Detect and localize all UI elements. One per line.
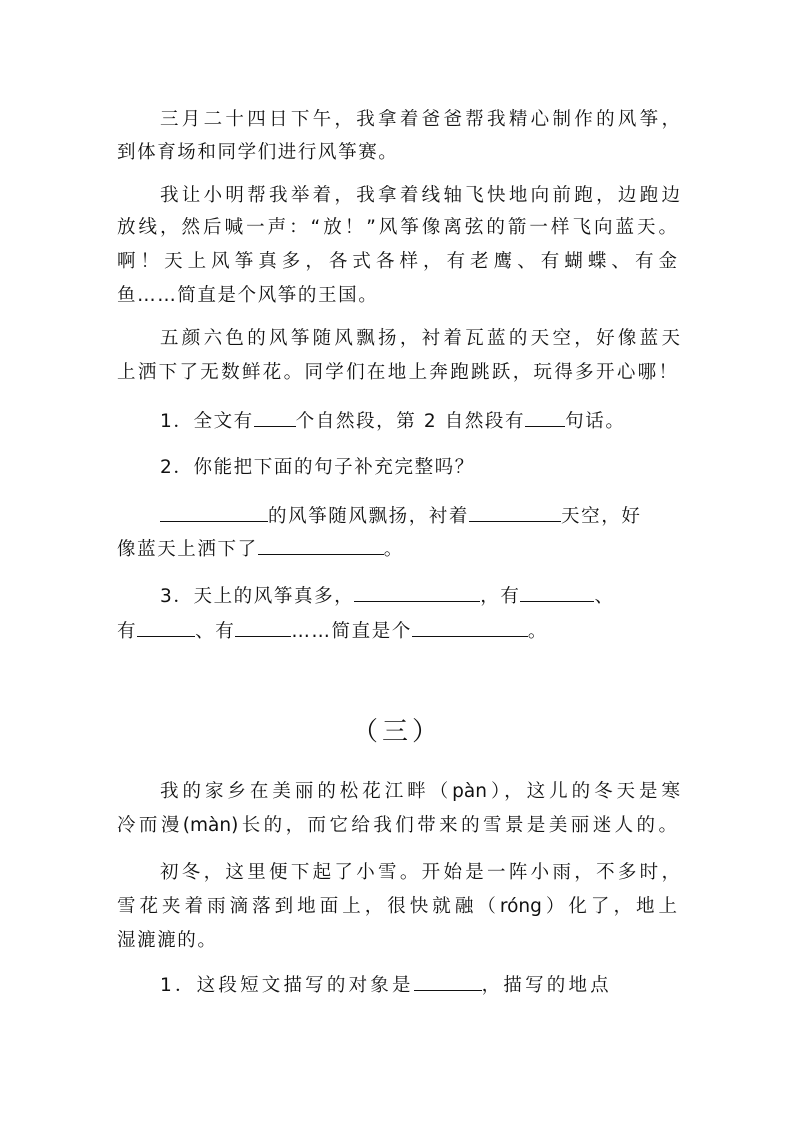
paragraph-line: 到体育场和同学们进行风筝赛。 bbox=[117, 142, 399, 163]
question-text: 、有 bbox=[195, 621, 236, 642]
answer-blank[interactable] bbox=[525, 408, 565, 427]
question-2-title: 2．你能把下面的句子补充完整吗？ bbox=[160, 457, 475, 478]
question-text: 1．这段短文描写的对象是 bbox=[160, 975, 414, 996]
answer-blank[interactable] bbox=[414, 972, 482, 991]
paragraph-line: 三月二十四日下午，我拿着爸爸帮我精心制作的风筝， bbox=[160, 109, 680, 130]
question-text: 、 bbox=[594, 586, 615, 607]
paragraph-line: 放线，然后喊一声：“放！”风筝像离弦的箭一样飞向蓝天。 bbox=[117, 217, 677, 238]
question-text: 。 bbox=[383, 539, 404, 560]
paragraph-line: 雪花夹着雨滴落到地面上，很快就融（róng）化了，地上 bbox=[117, 896, 677, 917]
question-text: 像蓝天上洒下了 bbox=[117, 539, 258, 560]
question-1 bbox=[160, 408, 680, 434]
question-text: 的风筝随风飘扬，衬着 bbox=[268, 506, 470, 527]
question-text: 个自然段，第 2 自然段有 bbox=[295, 411, 526, 432]
answer-blank[interactable] bbox=[137, 618, 195, 637]
question-2-line bbox=[117, 536, 677, 562]
paragraph-line: 冷而漫(màn)长的，而它给我们带来的雪景是美丽迷人的。 bbox=[117, 815, 677, 836]
question-text: 天空，好 bbox=[561, 506, 642, 527]
question-text: 有 bbox=[117, 621, 138, 642]
answer-blank[interactable] bbox=[235, 618, 291, 637]
question-text: 1．全文有 bbox=[160, 411, 254, 432]
paragraph-line: 上洒下了无数鲜花。同学们在地上奔跑跳跃，玩得多开心哪！ bbox=[117, 362, 677, 383]
question-text: 3．天上的风筝真多， bbox=[160, 586, 355, 607]
question-text: ……简直是个 bbox=[291, 621, 412, 642]
question-3-line bbox=[117, 618, 677, 644]
paragraph-line: 鱼……简直是个风筝的王国。 bbox=[117, 285, 379, 306]
paragraph-line: 我让小明帮我举着，我拿着线轴飞快地向前跑，边跑边 bbox=[160, 185, 680, 206]
answer-blank[interactable] bbox=[160, 503, 268, 522]
question-2-line bbox=[160, 503, 680, 529]
question-3-line bbox=[160, 583, 680, 609]
answer-blank[interactable] bbox=[254, 408, 296, 427]
section-heading: （三） bbox=[351, 717, 442, 747]
answer-blank[interactable] bbox=[258, 536, 384, 555]
answer-blank[interactable] bbox=[469, 503, 561, 522]
question-text: ，有 bbox=[480, 586, 521, 607]
paragraph-line: 五颜六色的风筝随风飘扬，衬着瓦蓝的天空，好像蓝天 bbox=[160, 328, 680, 349]
question-text: 句话。 bbox=[565, 411, 626, 432]
paragraph-line: 我的家乡在美丽的松花江畔（pàn），这儿的冬天是寒 bbox=[160, 781, 680, 802]
paragraph-line: 啊！天上风筝真多，各式各样，有老鹰、有蝴蝶、有金 bbox=[117, 251, 677, 272]
question-1 bbox=[160, 972, 680, 998]
question-text: ，描写的地点 bbox=[481, 975, 612, 996]
paragraph-line: 湿漉漉的。 bbox=[117, 930, 218, 951]
answer-blank[interactable] bbox=[354, 583, 480, 602]
answer-blank[interactable] bbox=[412, 618, 528, 637]
paragraph-line: 初冬，这里便下起了小雪。开始是一阵小雨，不多时， bbox=[160, 862, 680, 883]
question-text: 。 bbox=[527, 621, 549, 642]
answer-blank[interactable] bbox=[520, 583, 594, 602]
